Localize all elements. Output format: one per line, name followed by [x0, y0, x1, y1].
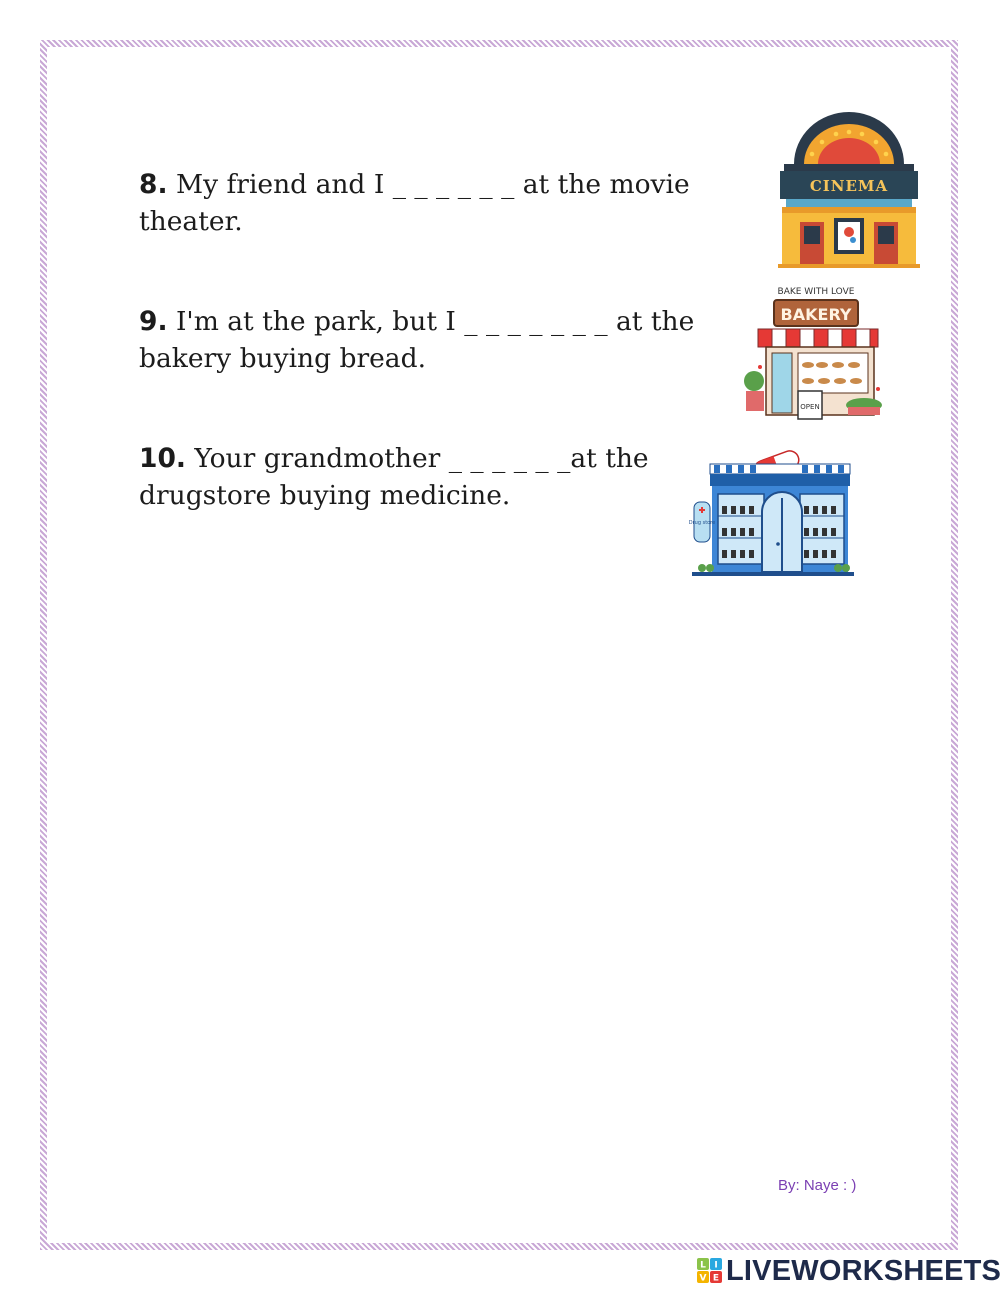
bakery-top-text: BAKE WITH LOVE [777, 287, 855, 297]
bakery-sign-text: BAKERY [780, 305, 852, 324]
logo-letter: I [714, 1260, 718, 1271]
question-text: I'm at the park, but I _ _ _ _ _ _ _ at the bakery buying bread. [139, 306, 695, 374]
logo-letter: V [699, 1273, 707, 1284]
question-number: 9. [139, 306, 168, 337]
drugstore-sign-text: Drug store [688, 520, 716, 526]
question-8 [139, 166, 739, 240]
question-10 [139, 440, 659, 514]
cinema-image [778, 114, 920, 268]
cinema-sign-text: CINEMA [809, 177, 889, 195]
logo-letter: L [700, 1260, 706, 1271]
question-number: 10. [139, 443, 186, 474]
liveworksheets-logo[interactable] [697, 1256, 1001, 1286]
question-number: 8. [139, 169, 168, 200]
bakery-image [742, 283, 890, 425]
bakery-open-text: OPEN [800, 403, 820, 411]
liveworksheets-logo-icon [697, 1258, 723, 1284]
question-text: My friend and I _ _ _ _ _ _ at the movie theater. [139, 169, 690, 237]
question-9 [139, 303, 709, 377]
question-text: Your grandmother _ _ _ _ _ _at the drugstore buying medicine. [139, 443, 649, 511]
logo-letter: E [712, 1273, 720, 1284]
liveworksheets-logo-text: LIVEWORKSHEETS [726, 1255, 1001, 1287]
author-credit: By: Naye : ) [778, 1177, 857, 1194]
drugstore-image [688, 450, 854, 578]
